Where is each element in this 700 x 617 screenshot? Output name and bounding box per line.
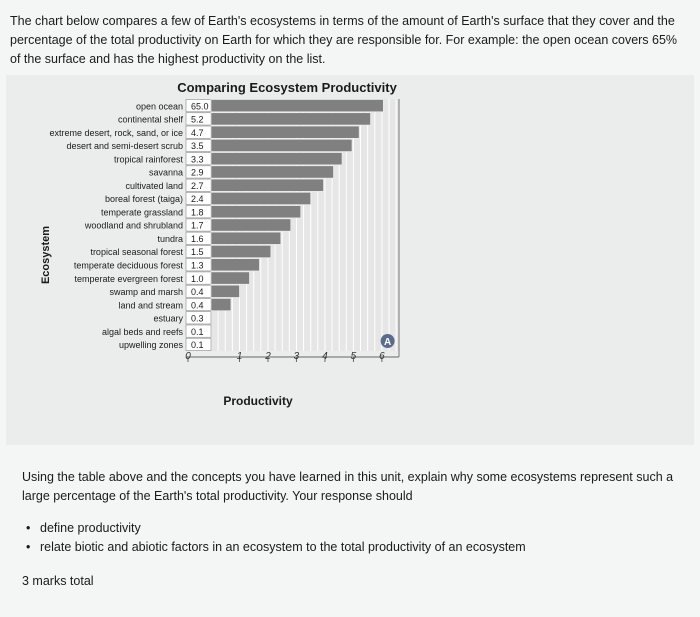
category-label: woodland and shrubland — [84, 220, 183, 231]
data-bar — [211, 166, 333, 178]
data-bar — [211, 219, 291, 231]
data-bar — [211, 113, 371, 125]
data-bar — [211, 272, 249, 284]
value-label: 0.4 — [191, 287, 204, 298]
value-label: 1.8 — [191, 207, 204, 218]
category-label: temperate grassland — [100, 207, 183, 218]
value-label: 0.3 — [191, 313, 204, 324]
value-label: 2.9 — [191, 167, 204, 178]
category-label: desert and semi-desert scrub — [66, 141, 183, 152]
bullet-icon: • — [26, 540, 31, 554]
x-tick-label: 2 — [265, 351, 271, 362]
category-label: temperate evergreen forest — [74, 273, 183, 284]
x-tick-label: 6 — [379, 351, 385, 362]
data-bar — [211, 100, 383, 112]
value-label: 2.7 — [191, 180, 204, 191]
category-label: land and stream — [118, 300, 183, 311]
data-bar — [211, 232, 281, 244]
requirement-text: relate biotic and abiotic factors in an ecosystem to the total productivity of an ecosystem — [40, 540, 526, 554]
requirement-item — [22, 538, 526, 557]
x-tick-label: 5 — [350, 351, 357, 362]
category-label: upwelling zones — [118, 340, 183, 351]
x-tick-label: 3 — [293, 351, 300, 362]
data-bar — [211, 153, 342, 165]
category-label: tropical seasonal forest — [90, 247, 183, 258]
category-label: open ocean — [135, 101, 183, 112]
value-label: 3.5 — [191, 141, 204, 152]
chart-title: Comparing Ecosystem Productivity — [177, 80, 397, 95]
marks-total: 3 marks total — [22, 574, 94, 588]
productivity-chart — [6, 75, 694, 445]
value-label: 3.3 — [191, 154, 204, 165]
category-label: tropical rainforest — [113, 154, 183, 165]
intro-text: The chart below compares a few of Earth's ecosystems in terms of the amount of Earth's surface that they cover and the percentage of the total productivity on Earth for which they are responsible for. For example: the open ocean covers 65% of the surface and has the highest productivity on the list. — [10, 14, 678, 66]
data-bar — [211, 179, 324, 191]
value-label: 1.6 — [191, 233, 204, 244]
data-bar — [211, 206, 301, 218]
data-bar — [211, 139, 352, 151]
category-label: cultivated land — [125, 180, 183, 191]
category-label: boreal forest (taiga) — [104, 194, 183, 205]
y-axis-title: Ecosystem — [40, 225, 52, 285]
category-label: continental shelf — [117, 114, 183, 125]
x-tick-label: 4 — [322, 351, 328, 362]
chart-panel — [6, 75, 694, 445]
requirement-item — [22, 519, 526, 538]
x-axis-title: Productivity — [223, 394, 293, 408]
value-label: 1.3 — [191, 260, 204, 271]
x-tick-label: 0 — [185, 351, 191, 362]
data-bar — [211, 285, 239, 297]
value-label: 1.7 — [191, 220, 204, 231]
data-bar — [211, 245, 271, 257]
value-label: 0.1 — [191, 340, 204, 351]
value-label: 65.0 — [191, 101, 209, 112]
category-label: tundra — [157, 233, 183, 244]
value-label: 2.4 — [191, 194, 204, 205]
x-tick-label: 1 — [236, 351, 243, 362]
requirement-text: define productivity — [40, 521, 141, 535]
a-marker-label: A — [383, 337, 392, 348]
value-label: 0.1 — [191, 326, 204, 337]
data-bar — [211, 126, 359, 138]
bullet-icon: • — [26, 521, 31, 535]
value-label: 1.0 — [191, 273, 204, 284]
requirements-list — [22, 519, 526, 557]
value-label: 5.2 — [191, 114, 204, 125]
category-label: savanna — [148, 167, 183, 178]
value-label: 0.4 — [191, 300, 204, 311]
data-bar — [211, 298, 231, 310]
category-label: estuary — [153, 313, 183, 324]
data-bar — [211, 192, 311, 204]
category-label: extreme desert, rock, sand, or ice — [49, 127, 183, 138]
category-label: algal beds and reefs — [101, 326, 183, 337]
value-label: 1.5 — [191, 247, 204, 258]
value-label: 4.7 — [191, 127, 204, 138]
data-bar — [211, 259, 259, 271]
category-label: swamp and marsh — [109, 287, 183, 298]
category-label: temperate deciduous forest — [73, 260, 183, 271]
question-text: Using the table above and the concepts you have learned in this unit, explain why some ecosystems represent such a large percentage of the Earth's total productivity. Your response should — [22, 470, 674, 503]
